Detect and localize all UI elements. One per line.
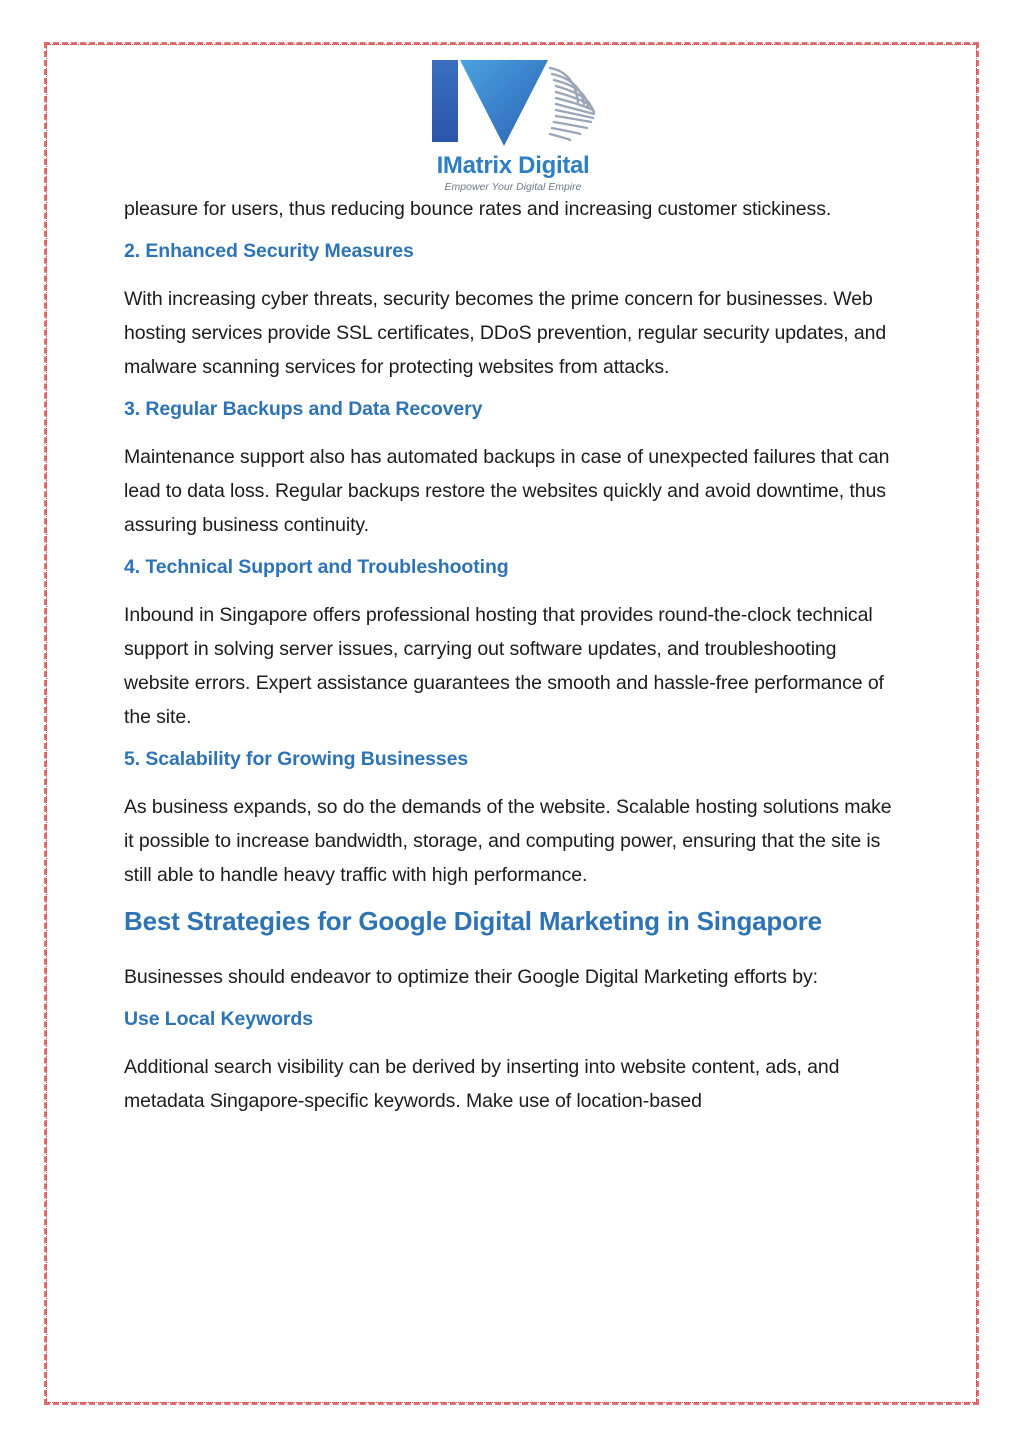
paragraph: With increasing cyber threats, security becomes the prime concern for businesses. Web hosting services provide SSL certificates, DDoS prevention, regular security updates, and malware scanning services for protecting websites from attacks. bbox=[124, 288, 887, 378]
subheading: 4. Technical Support and Troubleshooting bbox=[124, 556, 509, 578]
logo-tagline: Empower Your Digital Empire bbox=[444, 181, 582, 193]
logo-wordmark: IMatrix Digital bbox=[436, 152, 590, 179]
subheading: Use Local Keywords bbox=[124, 1008, 313, 1030]
paragraph: Maintenance support also has automated backups in case of unexpected failures that can lead to data loss. Regular backups restore the websites quickly and avoid downtime, thus assuring business continuity. bbox=[124, 446, 890, 536]
paragraph: Inbound in Singapore offers professional hosting that provides round-the-clock technical support in solving server issues, carrying out software updates, and troubleshooting website errors. Expert assistance guarantees the smooth and hassle-free performance of the site. bbox=[124, 604, 884, 728]
subheading: 2. Enhanced Security Measures bbox=[124, 240, 414, 262]
document-body bbox=[124, 192, 904, 1130]
company-logo bbox=[428, 58, 598, 196]
paragraph: Businesses should endeavor to optimize their Google Digital Marketing efforts by: bbox=[124, 966, 818, 988]
paragraph: pleasure for users, thus reducing bounce rates and increasing customer stickiness. bbox=[124, 198, 832, 220]
paragraph: Additional search visibility can be derived by inserting into website content, ads, and metadata Singapore-specific keywords. Make use of location-based bbox=[124, 1056, 840, 1112]
subheading: 5. Scalability for Growing Businesses bbox=[124, 748, 469, 770]
subheading: 3. Regular Backups and Data Recovery bbox=[124, 398, 483, 420]
logo-mark-icon bbox=[428, 58, 598, 153]
section-heading: Best Strategies for Google Digital Marketing in Singapore bbox=[124, 906, 822, 936]
paragraph: As business expands, so do the demands of the website. Scalable hosting solutions make it possible to increase bandwidth, storage, and computing power, ensuring that the site is still able to handle heavy traffic with high performance. bbox=[124, 796, 892, 886]
